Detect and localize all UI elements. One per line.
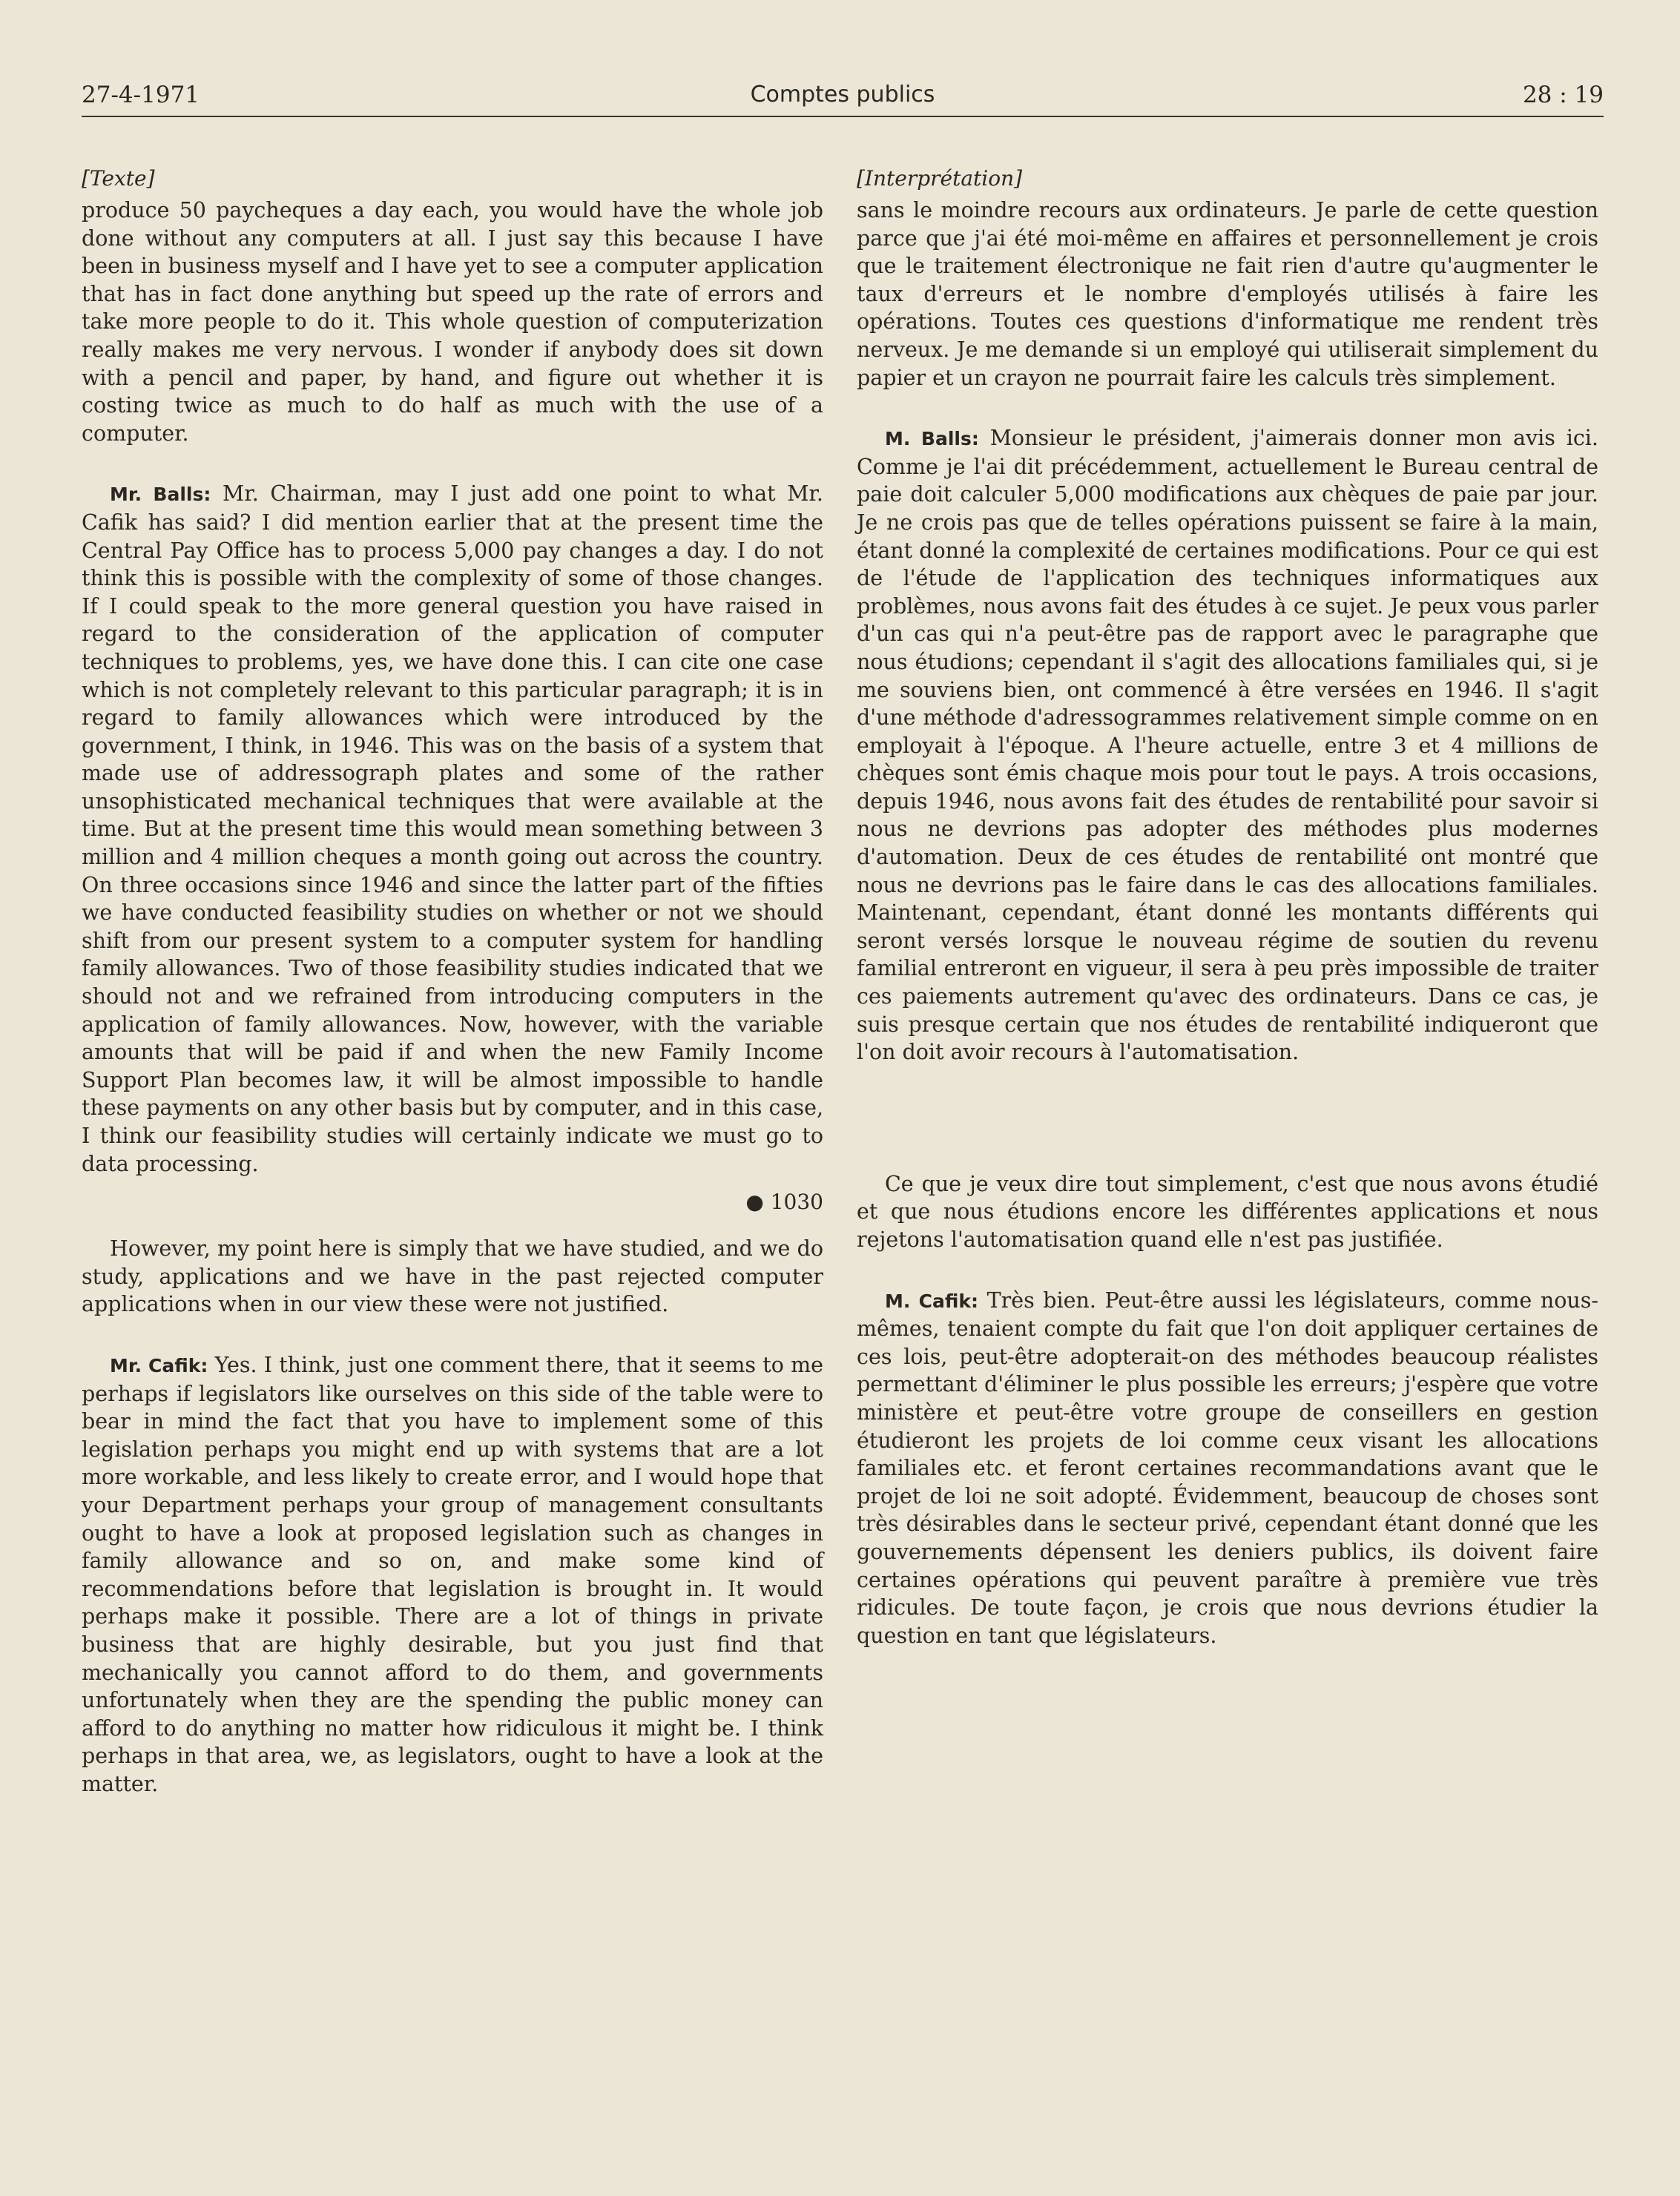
column-label-interpretation: [Interprétation] [857,166,1023,191]
header-page-number: 28 : 19 [1522,82,1604,108]
french-column [857,166,1598,1682]
column-label-texte: [Texte] [82,166,155,191]
time-marker: ● 1030 [745,1190,823,1215]
speaker-name: M. Cafik: [885,1290,978,1312]
paragraph-cafik [857,1287,1598,1650]
speaker-name: M. Balls: [885,428,979,450]
header-date: 27-4-1971 [82,82,200,108]
page-header [82,80,1604,117]
paragraph-balls-continued: Ce que je veux dire tout simplement, c'est que nous avons étudié et que nous étudions encore les différentes applications et nous rejetons l'automatisation quand elle n'est pas justifiée. [857,1171,1598,1252]
speech-text: Très bien. Peut-être aussi les législateurs, comme nous-mêmes, tenaient compte du fait que l'on doit appliquer certaines de ces lois, peut-être adopterait-on des méthodes beaucoup réalistes permettant d'éliminer le plus possible les erreurs; j'espère que votre ministère et peut-être votre groupe de conseillers en gestion étudieront les projets de loi comme ceux visant les allocations familiales etc. et feront certaines recommandations avant que le projet de loi ne soit adopté. Évidemment, beaucoup de choses sont très désirables dans le secteur privé, cependant étant donné que les gouvernements dépensent les deniers publics, ils doivent faire certaines opérations qui peuvent paraître à première vue très ridicules. De toute façon, je crois que nous devrions étudier la question en tant que législateurs. [857,1287,1598,1648]
speaker-name: Mr. Balls: [110,484,211,506]
paragraph-continuation: sans le moindre recours aux ordinateurs. Je parle de cette question parce que j'ai été moi-même en affaires et personnellement je crois que le traitement électronique ne fait rien d'autre qu'augmenter le taux d'erreurs et le nombre d'employés utilisés à faire les opérations. Toutes ces questions d'informatique me rendent très nerveux. Je me demande si un employé qui utiliserait simplement du papier et un crayon ne pourrait faire les calculs très simplement. [857,198,1598,390]
paragraph-balls [82,480,823,1178]
speech-text: Monsieur le président, j'aimerais donner mon avis ici. Comme je l'ai dit précédemment, actuellement le Bureau central de paie doit calculer 5,000 modifications aux chèques de paie par jour. Je ne crois pas que de telles opérations puissent se faire à la main, étant donné la complexité de certaines modifications. Pour ce qui est de l'étude de l'application des techniques informatiques aux problèmes, nous avons fait des études à ce sujet. Je peux vous parler d'un cas qui n'a peut-être pas de rapport avec le paragraphe que nous étudions; cependant il s'agit des allocations familiales qui, si je me souviens bien, ont commencé à être versées en 1946. Il s'agit d'une méthode d'adressogrammes relativement simple comme on en employait à l'époque. A l'heure actuelle, entre 3 et 4 millions de chèques sont émis chaque mois pour tout le pays. A trois occasions, depuis 1946, nous avons fait des études de rentabilité pour savoir si nous ne devrions pas adopter des méthodes plus modernes d'automation. Deux de ces études de rentabilité ont montré que nous ne devrions pas le faire dans le cas des allocations familiales. Maintenant, cependant, étant donné les montants différents qui seront versés lorsque le nouveau régime de soutien du revenu familial entreront en vigueur, il sera à peu près impossible de traiter ces paiements autrement qu'avec des ordinateurs. Dans ce cas, je suis presque certain que nos études de rentabilité indiqueront que l'on doit avoir recours à l'automatisation. [857,426,1598,1065]
speech-text: Yes. I think, just one comment there, that it seems to me perhaps if legislators like ourselves on this side of the table were to bear in mind the fact that you have to implement some of this legislation perhaps you might end up with systems that are a lot more workable, and less likely to create error, and I would hope that your Department perhaps your group of management consultants ought to have a look at proposed legislation such as changes in family allowance and so on, and make some kind of recommendations before that legislation is brought in. It would perhaps make it possible. There are a lot of things in private business that are highly desirable, but you just find that mechanically you cannot afford to do them, and governments unfortunately when they are the spending the public money can afford to do anything no matter how ridiculous it might be. I think perhaps in that area, we, as legislators, ought to have a look at the matter. [82,1352,823,1796]
paragraph-cafik [82,1351,823,1798]
english-column [82,166,823,1830]
paragraph-continuation: produce 50 paycheques a day each, you would have the whole job done without any computers at all. I just say this because I have been in business myself and I have yet to see a computer application that has in fact done anything but speed up the rate of errors and take more people to do it. This whole question of computerization really makes me very nervous. I wonder if anybody does sit down with a pencil and paper, by hand, and figure out whether it is costing twice as much to do half as much with the use of a computer. [82,198,823,446]
speech-text: Mr. Chairman, may I just add one point to what Mr. Cafik has said? I did mention earlier that at the present time the Central Pay Office has to process 5,000 pay changes a day. I do not think this is possible with the complexity of some of those changes. If I could speak to the more general question you have raised in regard to the consideration of the application of computer techniques to problems, yes, we have done this. I can cite one case which is not completely relevant to this particular paragraph; it is in regard to family allowances which were introduced by the government, I think, in 1946. This was on the basis of a system that made use of addressograph plates and some of the rather unsophisticated mechanical techniques that were available at the time. But at the present time this would mean something between 3 million and 4 million cheques a month going out across the country. On three occasions since 1946 and since the latter part of the fifties we have conducted feasibility studies on whether or not we should shift from our present system to a computer system for handling family allowances. Two of those feasibility studies indicated that we should not and we refrained from introducing computers in the application of family allowances. Now, however, with the variable amounts that will be paid if and when the new Family Income Support Plan becomes law, it will be almost impossible to handle these payments on any other basis but by computer, and in this case, I think our feasibility studies will certainly indicate we must go to data processing. [82,481,823,1176]
column-spacer [857,1099,1598,1170]
paragraph-balls-continued: However, my point here is simply that we have studied, and we do study, applications and we have in the past rejected computer applications when in our view these were not justified. [82,1236,823,1317]
header-title: Comptes publics [750,82,935,108]
speaker-name: Mr. Cafik: [110,1354,208,1376]
paragraph-balls [857,424,1598,1066]
